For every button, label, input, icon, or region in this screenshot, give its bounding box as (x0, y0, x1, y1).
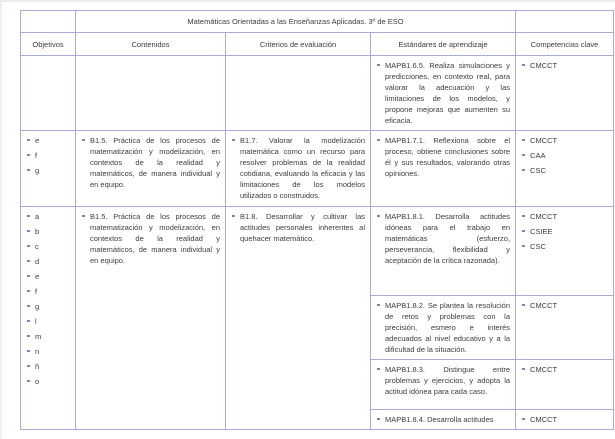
list-item (521, 135, 608, 146)
cell-competencias (516, 56, 614, 131)
header-objetivos: Objetivos (21, 33, 76, 56)
list-item (376, 364, 510, 397)
competencia-text: CMCCT (530, 136, 558, 145)
cell-estandar (371, 56, 516, 131)
cell-contenidos (76, 131, 226, 207)
bullet-icon (27, 230, 30, 232)
list-item (376, 300, 510, 355)
bullet-icon (377, 139, 380, 141)
cell-competencias (516, 207, 614, 296)
cell-estandar (371, 410, 516, 430)
bullet-icon (377, 368, 380, 370)
objetivo-letter: m (35, 332, 42, 341)
list-item (376, 211, 510, 266)
objetivo-letter: o (35, 377, 40, 386)
list-item (521, 60, 608, 71)
cell-competencias (516, 410, 614, 430)
list-item (26, 226, 70, 237)
objetivo-letter: f (35, 287, 38, 296)
bullet-icon (82, 215, 85, 217)
header-estandares: Estándares de aprendizaje (371, 33, 516, 56)
cell-contenidos (76, 207, 226, 430)
objetivo-letter: n (35, 347, 40, 356)
cell-objetivos (21, 131, 76, 207)
list-item (26, 150, 70, 161)
list-item (521, 364, 608, 375)
list-item (26, 256, 70, 267)
table-row (21, 207, 614, 296)
competencia-text: CSC (530, 166, 546, 175)
bullet-icon (522, 215, 525, 217)
list-item (26, 271, 70, 282)
bullet-icon (27, 215, 30, 217)
bullet-icon (27, 154, 30, 156)
objetivo-letter: a (35, 212, 40, 221)
list-item (26, 301, 70, 312)
list-item (521, 150, 608, 161)
objetivo-letter: e (35, 136, 40, 145)
objetivo-letter: g (35, 302, 40, 311)
bullet-icon (27, 275, 30, 277)
page-top-edge (0, 0, 615, 2)
list-item (521, 300, 608, 311)
cell-objetivos (21, 207, 76, 430)
objetivo-letter: e (35, 272, 40, 281)
bullet-icon (522, 368, 525, 370)
bullet-icon (232, 215, 235, 217)
objetivo-letter: g (35, 166, 40, 175)
competencia-text: CSC (530, 242, 546, 251)
list-item (26, 135, 70, 146)
list-item (26, 331, 70, 342)
bullet-icon (522, 154, 525, 156)
bullet-icon (82, 139, 85, 141)
list-item (376, 135, 510, 179)
cell-competencias (516, 131, 614, 207)
bullet-icon (522, 139, 525, 141)
table-row (21, 131, 614, 207)
objetivo-letter: f (35, 151, 38, 160)
list-item (521, 211, 608, 222)
empty-cell (21, 11, 76, 33)
bullet-icon (27, 245, 30, 247)
bullet-icon (377, 304, 380, 306)
contenido-text: B1.5. Práctica de los procesos de matematización y modelización, en contextos de la realidad y matemáticos, de manera individual y en equipo. (90, 136, 220, 189)
estandar-text: MAPB1.8.2. Se plantea la resolución de retos y problemas con la precisión, esmero e interés adecuados al nivel educativo y a la dificultad de la situación. (385, 301, 511, 354)
bullet-icon (377, 215, 380, 217)
competencia-text: CAA (530, 151, 546, 160)
table-header-row (21, 33, 614, 56)
contenido-text: B1.5. Práctica de los procesos de matematización y modelización, en contextos de la realidad y matemáticos, de manera individual y en equipo. (90, 212, 220, 265)
estandar-text: MAPB1.8.4. Desarrolla actitudes (385, 415, 494, 424)
page-left-edge (0, 0, 2, 439)
objetivo-letter: ñ (35, 362, 40, 371)
header-competencias: Competencias clave (516, 33, 614, 56)
estandar-text: MAPB1.8.1. Desarrolla actitudes idóneas para el trabajo en matemáticas (esfuerzo, perseverancia, flexibilidad y aceptación de la crítica razonada). (385, 212, 511, 265)
bullet-icon (522, 64, 525, 66)
estandar-text: MAPB1.7.1. Reflexiona sobre el proceso, obtiene conclusiones sobre él y sus resultados, valorando otras opiniones. (385, 136, 511, 178)
competencia-text: CMCCT (530, 301, 558, 310)
bullet-icon (377, 64, 380, 66)
bullet-icon (27, 350, 30, 352)
list-item (231, 211, 365, 244)
list-item (81, 211, 220, 266)
table-row (21, 56, 614, 131)
competencia-text: CMCCT (530, 212, 558, 221)
estandar-text: MAPB1.8.3. Distingue entre problemas y ejercicios, y adopta la actitud idónea para cada caso. (385, 365, 511, 396)
bullet-icon (27, 139, 30, 141)
bullet-icon (522, 245, 525, 247)
list-item (521, 165, 608, 176)
bullet-icon (27, 260, 30, 262)
list-item (521, 226, 608, 237)
bullet-icon (232, 139, 235, 141)
cell-competencias (516, 296, 614, 360)
list-item (521, 414, 608, 425)
header-criterios: Criterios de evaluación (226, 33, 371, 56)
header-contenidos: Contenidos (76, 33, 226, 56)
bullet-icon (27, 169, 30, 171)
list-item (376, 60, 510, 126)
list-item (26, 316, 70, 327)
bullet-icon (27, 335, 30, 337)
list-item (521, 241, 608, 252)
competencia-text: CMCCT (530, 415, 558, 424)
bullet-icon (522, 169, 525, 171)
cell-objetivos (21, 56, 76, 131)
table-title-row (21, 11, 614, 33)
bullet-icon (27, 290, 30, 292)
cell-estandar (371, 360, 516, 410)
objetivo-letter: c (35, 242, 39, 251)
list-item (231, 135, 365, 201)
bullet-icon (27, 320, 30, 322)
objetivo-letter: l (35, 317, 37, 326)
list-item (26, 346, 70, 357)
list-item (376, 414, 510, 425)
bullet-icon (522, 418, 525, 420)
bullet-icon (522, 230, 525, 232)
objetivo-letter: d (35, 257, 40, 266)
cell-estandar (371, 296, 516, 360)
table-title: Matemáticas Orientadas a las Enseñanzas Aplicadas. 3º de ESO (76, 11, 516, 33)
empty-cell (516, 11, 614, 33)
bullet-icon (27, 365, 30, 367)
cell-criterios (226, 56, 371, 131)
bullet-icon (522, 304, 525, 306)
competencia-text: CMCCT (530, 61, 558, 70)
bullet-icon (27, 305, 30, 307)
criterio-text: B1.7. Valorar la modelización matemática como un recurso para resolver problemas de la realidad cotidiana, evaluando la eficacia y las limitaciones de los modelos utilizados o construidos. (240, 136, 365, 200)
objetivo-letter: b (35, 227, 40, 236)
list-item (26, 286, 70, 297)
list-item (26, 165, 70, 176)
estandar-text: MAPB1.6.5. Realiza simulaciones y predicciones, en contexto real, para valorar la adecuación y las limitaciones de los modelos, y propone mejoras que aumenten su eficacia. (385, 61, 511, 125)
competencia-text: CMCCT (530, 365, 558, 374)
list-item (26, 361, 70, 372)
curriculum-table (20, 10, 614, 430)
bullet-icon (27, 380, 30, 382)
cell-contenidos (76, 56, 226, 131)
cell-estandar (371, 207, 516, 296)
cell-competencias (516, 360, 614, 410)
list-item (81, 135, 220, 190)
competencia-text: CSIEE (530, 227, 553, 236)
list-item (26, 241, 70, 252)
cell-criterios (226, 131, 371, 207)
criterio-text: B1.8. Desarrollar y cultivar las actitudes personales inherentes al quehacer matemático. (240, 212, 365, 243)
list-item (26, 376, 70, 387)
list-item (26, 211, 70, 222)
cell-estandar (371, 131, 516, 207)
cell-criterios (226, 207, 371, 430)
bullet-icon (377, 418, 380, 420)
